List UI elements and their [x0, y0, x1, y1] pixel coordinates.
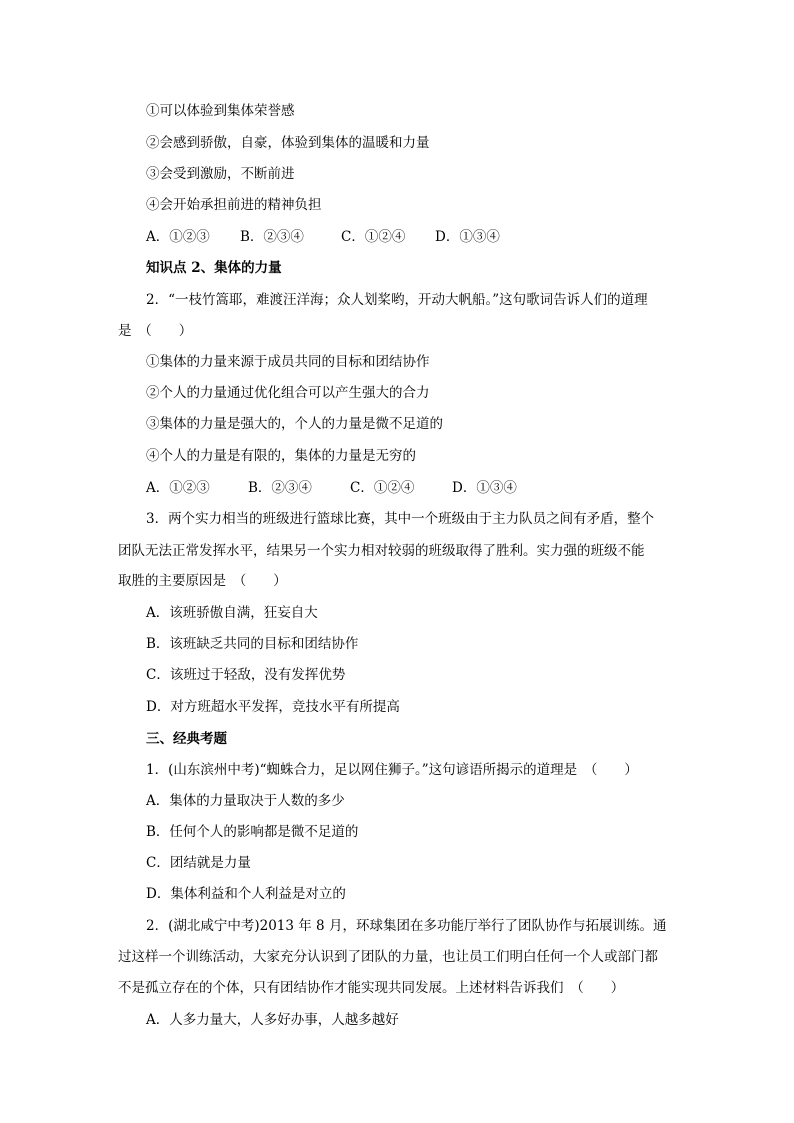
- option-b: B．任何个人的影响都是微不足道的: [146, 824, 359, 840]
- statement-3: ③集体的力量是强大的，个人的力量是微不足道的: [146, 416, 443, 432]
- question-3-text-cont: 取胜的主要原因是 （ ）: [118, 573, 287, 589]
- option-c: C．团结就是力量: [146, 855, 251, 871]
- statement-4: ④会开始承担前进的精神负担: [146, 197, 322, 213]
- option-a: A．集体的力量取决于人数的多少: [146, 793, 345, 809]
- option-b: B．②③④: [240, 229, 304, 245]
- option-d: D．集体利益和个人利益是对立的: [146, 886, 346, 902]
- option-a: A．①②③: [146, 229, 210, 245]
- option-c: C．①②④: [341, 229, 406, 245]
- answer-options: [146, 478, 517, 498]
- option-a: A．人多力量大，人多好办事，人越多越好: [146, 1012, 399, 1028]
- statement-2: ②个人的力量通过优化组合可以产生强大的合力: [146, 385, 430, 401]
- option-c: C．①②④: [350, 480, 415, 496]
- exam-question-2-text-cont: 过这样一个训练活动，大家充分认识到了团队的力量，也让员工们明白任何一个人或部门都: [118, 949, 658, 965]
- question-2-text-cont: 是 （ ）: [118, 323, 193, 339]
- option-a: A．①②③: [146, 480, 210, 496]
- exam-question-1-text: 1．(山东滨州中考)“蜘蛛合力，足以网住狮子。”这句谚语所揭示的道理是 （ ）: [146, 762, 638, 778]
- exam-question-2-text: 2．(湖北咸宁中考)2013 年 8 月，环球集团在多功能厅举行了团队协作与拓展训练。通: [146, 918, 667, 934]
- option-b: B．②③④: [248, 480, 312, 496]
- section-heading: 知识点 2、集体的力量: [146, 260, 282, 276]
- statement-2: ②会感到骄傲，自豪，体验到集体的温暖和力量: [146, 135, 430, 151]
- statement-4: ④个人的力量是有限的，集体的力量是无穷的: [146, 448, 416, 464]
- question-2-text: 2．“一枝竹篙耶，难渡汪洋海；众人划桨哟，开动大帆船。”这句歌词告诉人们的道理: [146, 292, 648, 308]
- statement-1: ①集体的力量来源于成员共同的目标和团结协作: [146, 354, 430, 370]
- statement-3: ③会受到激励，不断前进: [146, 166, 295, 182]
- option-a: A．该班骄傲自满，狂妄自大: [146, 605, 318, 621]
- option-b: B．该班缺乏共同的目标和团结协作: [146, 636, 359, 652]
- answer-options: [146, 227, 500, 247]
- question-3-text-cont: 团队无法正常发挥水平，结果另一个实力相对较弱的班级取得了胜利。实力强的班级不能: [118, 543, 645, 559]
- exam-question-2-text-cont: 不是孤立存在的个体，只有团结协作才能实现共同发展。上述材料告诉我们 （ ）: [118, 980, 625, 996]
- question-3-text: 3．两个实力相当的班级进行篮球比赛，其中一个班级由于主力队员之间有矛盾，整个: [146, 511, 655, 527]
- option-c: C．该班过于轻敌，没有发挥优势: [146, 667, 346, 683]
- option-d: D．①③④: [435, 229, 500, 245]
- section-heading: 三、经典考题: [146, 731, 227, 747]
- statement-1: ①可以体验到集体荣誉感: [146, 103, 295, 119]
- option-d: D．①③④: [452, 480, 517, 496]
- option-d: D．对方班超水平发挥，竞技水平有所提高: [146, 699, 400, 715]
